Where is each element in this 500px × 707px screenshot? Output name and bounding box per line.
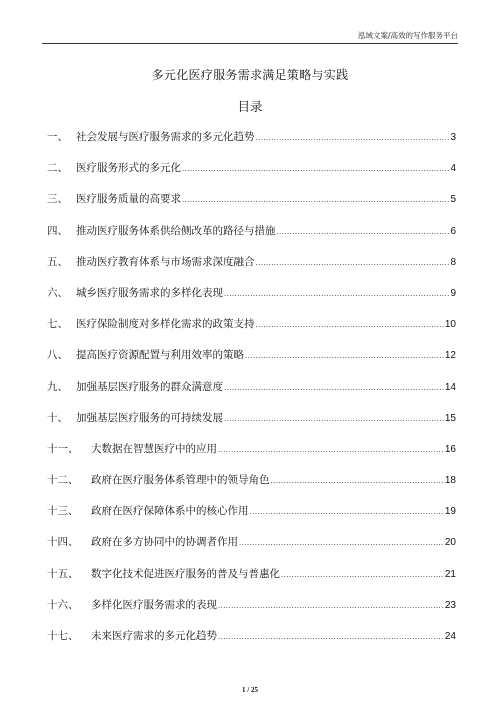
toc-dot-leader: [218, 622, 444, 653]
toc-item-page: 20: [444, 537, 456, 549]
toc-item-label: 提高医疗资源配置与利用效率的策略: [76, 349, 244, 362]
toc-item-label: 社会发展与医疗服务需求的多元化趋势: [76, 131, 255, 143]
toc-item-label: 医疗保险制度对多样化需求的政策支持: [76, 318, 255, 331]
toc-item-label: 未来医疗需求的多元化趋势: [91, 630, 217, 642]
toc-item-page: 12: [444, 350, 456, 362]
toc-item-page: 9: [450, 287, 456, 299]
toc-item[interactable]: [47, 247, 456, 278]
toc-dot-leader: [224, 373, 444, 404]
toc-item-label: 大数据在智慧医疗中的应用: [91, 442, 217, 455]
toc-item-page: 5: [450, 194, 456, 206]
toc-dot-leader: [182, 154, 449, 185]
toc-dot-leader: [271, 466, 444, 497]
toc-item-label: 政府在医疗服务体系管理中的领导角色: [91, 474, 270, 487]
toc-item-label: 政府在多方协同中的协调者作用: [91, 536, 238, 549]
toc-dot-leader: [281, 560, 444, 591]
toc-item[interactable]: [47, 372, 456, 403]
toc-item[interactable]: [47, 465, 456, 496]
toc-item-number: 十四、: [47, 536, 79, 549]
toc-item-number: 一、: [47, 131, 68, 143]
toc-dot-leader: [277, 217, 450, 248]
toc-item[interactable]: [47, 216, 456, 247]
toc-item-label: 多样化医疗服务需求的表现: [91, 598, 217, 611]
header-text: 泓域文案/高效的写作服务平台: [357, 31, 458, 40]
toc-item-label: 城乡医疗服务需求的多样化表现: [76, 286, 223, 299]
toc-dot-leader: [256, 248, 450, 279]
toc-item-number: 九、: [47, 380, 68, 393]
page-number-footer: 1 / 25: [242, 686, 258, 694]
toc-item-number: 四、: [47, 224, 68, 237]
toc-item-label: 医疗服务形式的多元化: [76, 162, 181, 175]
table-of-contents: [47, 122, 456, 652]
toc-item[interactable]: [47, 621, 456, 652]
toc-item-number: 十二、: [47, 474, 79, 487]
toc-item-page: 4: [450, 163, 456, 175]
toc-item-number: 十、: [47, 411, 68, 424]
toc-item-number: 十五、: [47, 567, 79, 580]
toc-item-number: 十一、: [47, 442, 79, 455]
toc-item[interactable]: [47, 340, 456, 371]
toc-item-number: 二、: [47, 162, 68, 175]
toc-item-number: 十七、: [47, 630, 79, 642]
toc-item-page: 16: [444, 443, 456, 455]
toc-item-label: 推动医疗教育体系与市场需求深度融合: [76, 255, 255, 268]
toc-item-number: 三、: [47, 193, 68, 206]
toc-dot-leader: [218, 435, 444, 466]
toc-item[interactable]: [47, 122, 456, 153]
toc-item-page: 14: [444, 381, 456, 393]
toc-item-page: 18: [444, 475, 456, 487]
toc-dot-leader: [245, 341, 444, 372]
toc-dot-leader: [182, 185, 449, 216]
toc-item[interactable]: [47, 309, 456, 340]
toc-item-page: 23: [444, 599, 456, 611]
toc-item-page: 19: [444, 506, 456, 518]
toc-item-number: 六、: [47, 286, 68, 299]
toc-item[interactable]: [47, 403, 456, 434]
toc-item[interactable]: [47, 559, 456, 590]
toc-item-page: 15: [444, 412, 456, 424]
toc-dot-leader: [256, 310, 444, 341]
toc-item[interactable]: [47, 590, 456, 621]
toc-item-label: 加强基层医疗服务的可持续发展: [76, 411, 223, 424]
toc-item-label: 加强基层医疗服务的群众满意度: [76, 380, 223, 393]
toc-item-label: 医疗服务质量的高要求: [76, 193, 181, 206]
document-title: 多元化医疗服务需求满足策略与实践: [151, 68, 349, 82]
toc-dot-leader: [239, 528, 444, 559]
toc-item-number: 八、: [47, 349, 68, 362]
toc-item[interactable]: [47, 278, 456, 309]
toc-dot-leader: [224, 279, 449, 310]
toc-item-page: 8: [450, 256, 456, 268]
toc-dot-leader: [224, 404, 444, 435]
toc-item[interactable]: [47, 153, 456, 184]
toc-item-label: 推动医疗服务体系供给侧改革的路径与措施: [76, 224, 276, 237]
toc-item-number: 十六、: [47, 598, 79, 611]
toc-item-number: 五、: [47, 255, 68, 268]
toc-item[interactable]: [47, 527, 456, 558]
toc-item-label: 政府在医疗保障体系中的核心作用: [91, 505, 249, 518]
toc-item-page: 24: [444, 631, 456, 642]
toc-dot-leader: [250, 497, 444, 528]
toc-item[interactable]: [47, 496, 456, 527]
toc-heading: 目录: [237, 99, 263, 114]
page-header: [0, 0, 500, 52]
toc-item-number: 七、: [47, 318, 68, 331]
toc-item-page: 6: [450, 225, 456, 237]
toc-item-page: 21: [444, 568, 456, 580]
toc-dot-leader: [256, 123, 450, 154]
toc-item-number: 十三、: [47, 505, 79, 518]
toc-item[interactable]: [47, 184, 456, 215]
toc-item-label: 数字化技术促进医疗服务的普及与普惠化: [91, 567, 280, 580]
toc-item-page: 3: [450, 132, 456, 143]
toc-item[interactable]: [47, 434, 456, 465]
toc-dot-leader: [218, 591, 444, 622]
toc-item-page: 10: [444, 319, 456, 331]
header-divider: [42, 43, 458, 44]
